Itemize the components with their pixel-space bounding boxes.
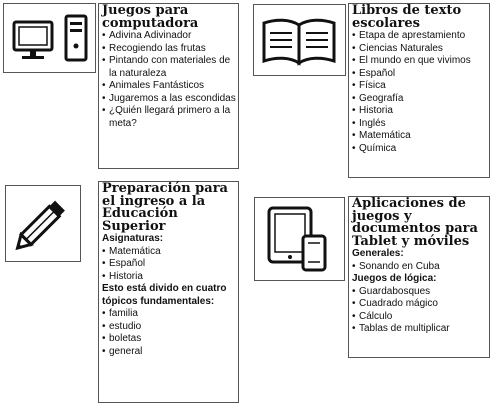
computer-games-list — [102, 30, 236, 130]
list-item: • Adivina Adivinador — [102, 30, 236, 43]
mobile-apps-title: Aplicaciones de juegos y documentos para Tablet y móviles — [352, 196, 478, 249]
computer-games-title: Juegos para computadora — [102, 3, 199, 31]
list-item: • estudio — [102, 321, 236, 334]
open-book-icon — [253, 4, 346, 76]
list-item: • Jugaremos a las escondidas — [102, 93, 236, 106]
pencil-icon — [5, 185, 81, 262]
textbooks-list — [352, 30, 487, 155]
list-item: • Tablas de multiplicar — [352, 323, 487, 336]
topics-heading: Esto está divido en cuatro tópicos fundamentales: — [102, 283, 227, 307]
logic-games-heading: Juegos de lógica: — [352, 273, 437, 284]
textbooks-panel — [348, 3, 490, 178]
list-item: • Geografía — [352, 93, 487, 106]
list-item: • Matemática — [352, 130, 487, 143]
list-item: • Historia — [352, 105, 487, 118]
list-item: • Cálculo — [352, 311, 487, 324]
general-heading: Generales: — [352, 248, 404, 259]
list-item: • ¿Quién llegará primero a la meta? — [102, 105, 236, 130]
logic-games-list — [352, 286, 487, 336]
list-item: • Sonando en Cuba — [352, 261, 487, 274]
list-item: • Recogiendo las frutas — [102, 43, 236, 56]
list-item: • Español — [102, 258, 236, 271]
list-item: • Matemática — [102, 246, 236, 259]
list-item: • Historia — [102, 271, 236, 284]
list-item: • Química — [352, 143, 487, 156]
subjects-heading: Asignaturas: — [102, 233, 164, 244]
higher-education-prep-panel — [98, 181, 239, 403]
list-item: • general — [102, 346, 236, 359]
desktop-computer-icon — [3, 3, 96, 73]
topics-list — [102, 308, 236, 358]
computer-games-panel — [98, 3, 239, 169]
list-item: • boletas — [102, 333, 236, 346]
mobile-apps-panel — [348, 196, 490, 358]
list-item: • Ciencias Naturales — [352, 43, 487, 56]
list-item: • familia — [102, 308, 236, 321]
list-item: • Español — [352, 68, 487, 81]
subjects-list — [102, 246, 236, 284]
list-item: • Etapa de aprestamiento — [352, 30, 487, 43]
tablet-phone-icon — [254, 197, 345, 281]
list-item: • Animales Fantásticos — [102, 80, 236, 93]
list-item: • Pintando con materiales de la naturaleza — [102, 55, 236, 80]
list-item: • El mundo en que vivimos — [352, 55, 487, 68]
list-item: • Inglés — [352, 118, 487, 131]
higher-education-prep-title: Preparación para el ingreso a la Educación Superior — [102, 181, 228, 234]
list-item: • Física — [352, 80, 487, 93]
general-apps-list — [352, 261, 487, 274]
list-item: • Guardabosques — [352, 286, 487, 299]
textbooks-title: Libros de texto escolares — [352, 3, 462, 31]
list-item: • Cuadrado mágico — [352, 298, 487, 311]
